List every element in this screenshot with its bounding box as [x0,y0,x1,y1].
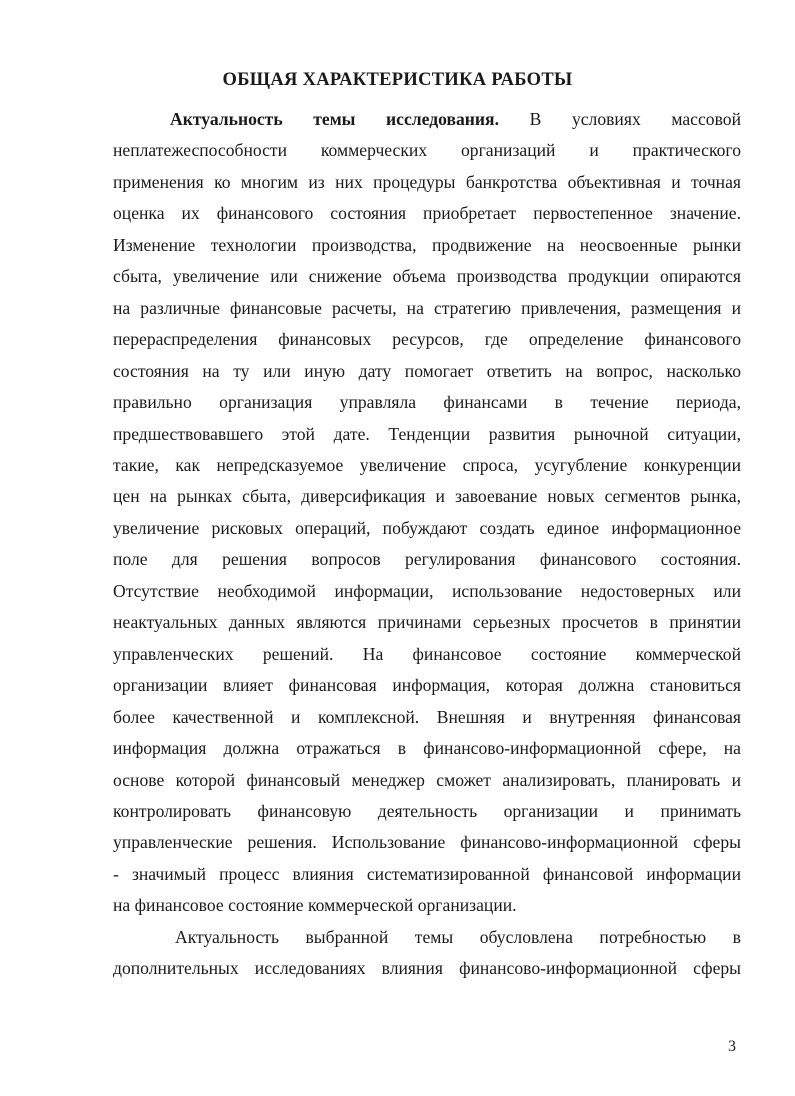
paragraph-line: состояния на ту или иную дату помогает ответить на вопрос, насколько [113,360,741,381]
paragraph-line: оценка их финансового состояния приобретает первостепенное значение. [113,203,741,224]
paragraph-line: на финансовое состояние коммерческой организации. [113,895,517,916]
page-number: 3 [728,1038,736,1055]
paragraph-line: правильно организация управляла финансами в течение периода, [113,392,741,413]
paragraph-line [113,104,741,135]
paragraph-line: неактуальных данных являются причинами серьезных просчетов в принятии [113,612,741,633]
lead-heading: Актуальность темы исследования. [170,109,499,129]
paragraph-line: контролировать финансовую деятельность организации и принимать [113,800,741,821]
body-text [113,104,741,985]
paragraph-line: более качественной и комплексной. Внешняя и внутренняя финансовая [113,706,741,727]
paragraph-line: цен на рынках сбыта, диверсификация и завоевание новых сегментов рынка, [113,486,741,507]
paragraph-line: Актуальность выбранной темы обусловлена потребностью в [175,926,741,947]
paragraph-line: увеличение рисковых операций, побуждают создать единое информационное [113,517,741,538]
paragraph-line: информация должна отражаться в финансово-информационной сфере, на [113,738,741,759]
paragraph-line: Отсутствие необходимой информации, использование недостоверных или [113,580,741,601]
paragraph-line: предшествовавшего этой дате. Тенденции развития рыночной ситуации, [113,423,741,444]
paragraph-line: на различные финансовые расчеты, на стратегию привлечения, размещения и [113,297,741,318]
paragraph-line: организации влияет финансовая информация, которая должна становиться [113,675,741,696]
paragraph-line: управленческих решений. На финансовое состояние коммерческой [113,643,741,664]
paragraph-line: неплатежеспособности коммерческих организаций и практического [113,140,741,161]
section-title: ОБЩАЯ ХАРАКТЕРИСТИКА РАБОТЫ [222,70,573,90]
paragraph-line: Изменение технологии производства, продвижение на неосвоенные рынки [113,234,741,255]
paragraph-line: управленческие решения. Использование финансово-информационной сферы [113,832,741,853]
paragraph-line: основе которой финансовый менеджер сможет анализировать, планировать и [113,769,741,790]
paragraph-line: сбыта, увеличение или снижение объема производства продукции опираются [113,266,741,287]
paragraph-line: - значимый процесс влияния систематизированной финансовой информации [113,863,741,884]
paragraph-line: такие, как непредсказуемое увеличение спроса, усугубление конкуренции [113,454,741,475]
paragraph-line: дополнительных исследованиях влияния финансово-информационной сферы [113,958,741,979]
line-text: В условиях массовой [498,109,741,129]
paragraph-line: перераспределения финансовых ресурсов, где определение финансового [113,329,741,350]
paragraph-line: поле для решения вопросов регулирования финансового состояния. [113,549,741,570]
paragraph-line: применения ко многим из них процедуры банкротства объективная и точная [113,171,741,192]
